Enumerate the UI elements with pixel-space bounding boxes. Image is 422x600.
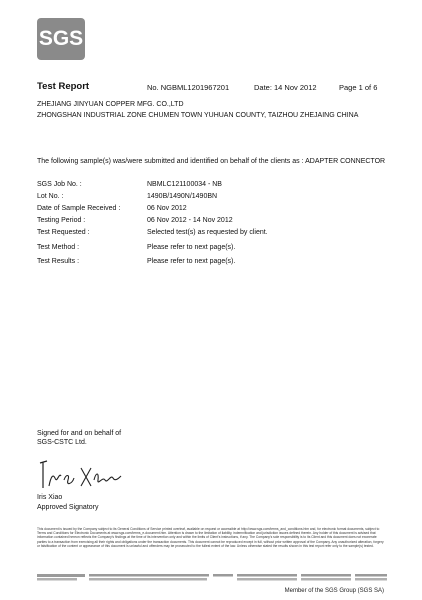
signed-on-behalf xyxy=(37,429,121,447)
report-title: Test Report xyxy=(37,81,90,92)
field-label: Testing Period : xyxy=(37,217,86,224)
footer-member: Member of the SGS Group (SGS SA) xyxy=(284,588,384,594)
signatory-role: Approved Signatory xyxy=(37,504,99,511)
signatory-name: Iris Xiao xyxy=(37,494,63,501)
client-address: ZHONGSHAN INDUSTRIAL ZONE CHUMEN TOWN YUHUAN COUNTY, TAIZHOU ZHEJAING CHINA xyxy=(37,112,359,119)
field-value: Please refer to next page(s). xyxy=(147,258,236,265)
field-label: Test Results : xyxy=(37,258,80,265)
field-value: 1490B/1490N/1490BN xyxy=(147,193,218,200)
client-company: ZHEJIANG JINYUAN COPPER MFG. CO.,LTD xyxy=(37,101,184,108)
office-address-bar xyxy=(37,573,387,582)
logo-text: SGS xyxy=(38,27,84,50)
report-date: Date: 14 Nov 2012 xyxy=(254,83,317,92)
field-label: Lot No. : xyxy=(37,193,64,200)
report-number: No. NGBML1201967201 xyxy=(147,83,230,92)
intro-text: The following sample(s) was/were submitted and identified on behalf of the clients as : ADAPTER CONNECTOR xyxy=(37,158,386,165)
field-label: Test Requested : xyxy=(37,229,90,236)
disclaimer-text: This document is issued by the Company subject to its General Conditions of Service printed overleaf, available on request or accessible at http://www.sgs.com/terms_and_conditions.htm and, for electronic format documents, subject to Terms and Conditions for Electronic Documents at www.sgs.com/terms_e-document.htm. Attention is drawn to the limitation of liability, indemnification and jurisdiction issues defined therein. Any holder of this document is advised that information contained hereon reflects the Company's findings at the time of its intervention only and within the limits of Client's instructions, if any. The Company's sole responsibility is to its Client and this document does not exonerate parties to a transaction from exercising all their rights and obligations under the transaction documents. This document cannot be reproduced except in full, without prior written approval of the Company. Any unauthorized alteration, forgery or falsification of the content or appearance of this document is unlawful and offenders may be prosecuted to the fullest extent of the law. Unless otherwise stated the results shown in this test report refer only to the sample(s) tested. xyxy=(37,527,384,548)
field-label: SGS Job No. : xyxy=(37,181,82,188)
field-value: 06 Nov 2012 xyxy=(147,205,187,212)
signed-line-2: SGS-CSTC Ltd. xyxy=(37,439,87,446)
page-number: Page 1 of 6 xyxy=(339,83,378,92)
field-label: Date of Sample Received : xyxy=(37,205,121,212)
field-value: Selected test(s) as requested by client. xyxy=(147,229,268,236)
field-value: Please refer to next page(s). xyxy=(147,244,236,251)
handwritten-signature xyxy=(37,458,127,492)
signed-line-1: Signed for and on behalf of xyxy=(37,430,122,437)
sgs-logo xyxy=(37,18,85,60)
field-value: NBMLC121100034 - NB xyxy=(147,181,222,188)
signatory xyxy=(37,493,98,513)
field-label: Test Method : xyxy=(37,244,80,251)
field-value: 06 Nov 2012 - 14 Nov 2012 xyxy=(147,217,233,224)
